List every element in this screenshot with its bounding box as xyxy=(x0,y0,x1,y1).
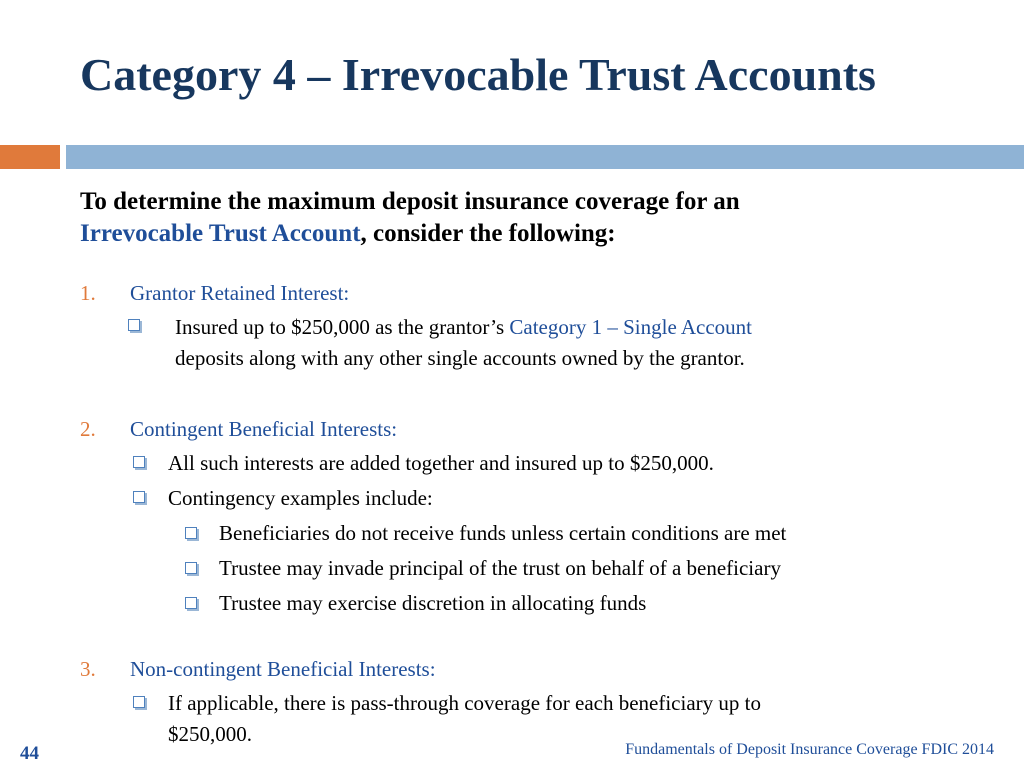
section-1-heading: Grantor Retained Interest: xyxy=(130,281,350,305)
sub-bullet-2: Trustee may invade principal of the trust on behalf of a beneficiary xyxy=(219,556,781,580)
section-2-number: 2. xyxy=(80,417,96,441)
lead-highlight: Irrevocable Trust Account xyxy=(80,220,361,247)
section-3-bullet-line-1: If applicable, there is pass-through coverage for each beneficiary up to xyxy=(168,691,761,715)
section-3-number: 3. xyxy=(80,657,96,681)
section-1-bullet-text: Insured up to $250,000 as the grantor’s xyxy=(175,315,510,339)
section-1-number: 1. xyxy=(80,281,96,305)
checkbox-bullet-icon xyxy=(185,597,197,609)
section-2-bullet-1: All such interests are added together and insured up to $250,000. xyxy=(168,451,714,475)
section-1-bullet xyxy=(175,312,752,343)
section-2-heading: Contingent Beneficial Interests: xyxy=(130,417,398,441)
section-3-bullet-line-2: $250,000. xyxy=(168,722,252,746)
slide-title: Category 4 – Irrevocable Trust Accounts xyxy=(80,49,876,100)
section-1-bullet-continuation: deposits along with any other single accounts owned by the grantor. xyxy=(175,346,745,370)
checkbox-bullet-icon xyxy=(133,491,145,503)
sub-bullet-1: Beneficiaries do not receive funds unless certain conditions are met xyxy=(219,521,787,545)
lead-paragraph xyxy=(80,186,740,250)
footer-text: Fundamentals of Deposit Insurance Coverage FDIC 2014 xyxy=(625,741,994,758)
lead-text-2: , consider the following: xyxy=(360,220,616,247)
sub-bullet-3: Trustee may exercise discretion in allocating funds xyxy=(219,591,647,615)
accent-bar-blue xyxy=(66,145,1024,169)
lead-text-1: To determine the maximum deposit insurance coverage for an xyxy=(80,188,740,215)
checkbox-bullet-icon xyxy=(133,456,145,468)
section-2-bullet-2: Contingency examples include: xyxy=(168,486,433,510)
page-number: 44 xyxy=(20,743,39,764)
checkbox-bullet-icon xyxy=(185,527,197,539)
checkbox-bullet-icon xyxy=(128,319,140,331)
category-1-link: Category 1 – Single Account xyxy=(509,315,753,339)
section-3-heading: Non-contingent Beneficial Interests: xyxy=(130,657,436,681)
checkbox-bullet-icon xyxy=(185,562,197,574)
checkbox-bullet-icon xyxy=(133,696,145,708)
accent-bar-orange xyxy=(0,145,60,169)
